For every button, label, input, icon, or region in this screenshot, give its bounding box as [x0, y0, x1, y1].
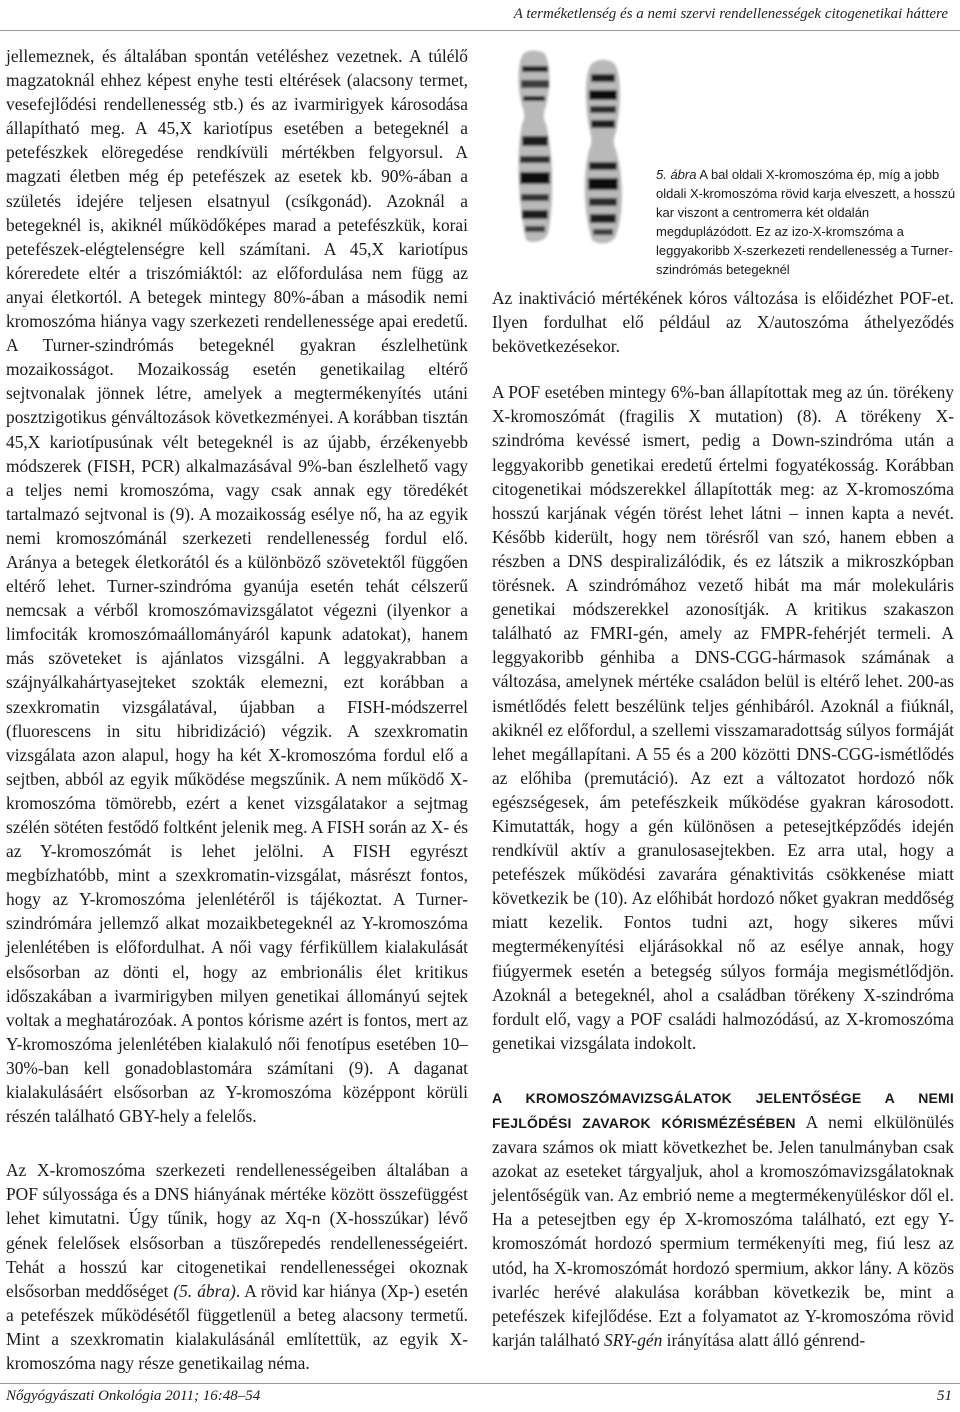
left-paragraph-2-text-a: Az X-kromoszóma szerkezeti rendellenességeiben általában a POF súlyossága és a DNS hiányának mértéke között összefüggést lehet kimutatni. Úgy tűnik, hogy az Xq-n (X-hosszúkar) lévő gének felelősek elsősorban a tüszőrepedés rendellenességeiért. Tehát a hosszú kar citogenetikai rendellenességei okoznak elsősorban meddőséget	[6, 1160, 468, 1301]
chromosome-figure	[496, 44, 646, 254]
figure-reference: (5. ábra)	[173, 1280, 236, 1301]
figure-caption-text: A bal oldali X-kromoszóma ép, míg a jobb oldali X-kromoszóma rövid karja elveszett, a hosszú kar viszont a centromerra két oldalán megduplázódott. Ez az izo-X-kromszóma a leggyakoribb X-szerkezeti rendellenesség a Turner-szindrómás betegeknél	[656, 167, 956, 277]
left-paragraph-1: jellemeznek, és általában spontán vetéléshez vezetnek. A túlélő magzatoknál ehhez képest enyhe testi eltérések (alacsony termet, vesefejlődési rendellenesség stb.) és az ivarmirigyek károsodása állapítható meg. A 45,X kariotípus esetében a betegeknél a petefészkek elöregedése rendkívüli mértékben felgyorsul. A magzati életben még ép petefészek az esetek kb. 90%-ában a születés idejére teljesen elsatnyul (csíkgonád). Azoknál a betegeknél is, akiknél működőképes marad a petefészkük, korai petefészek-elégtelenségre kell számítani. A 45,X kariotípus kóreredete eltér a triszómiáktól: az előfordulása nem függ az anyai életkortól. A betegek mintegy 80%-ában a második nemi kromoszóma hiánya vagy szerkezeti rendellenessége apai eredetű. A Turner-szindrómás betegeknél gyakran észlelhetünk mozaikosságot. Mozaikosság esetén genetikailag eltérő sejtvonalak jönnek létre, amelyek a megtermékenyítés utáni posztzigotikus génváltozások következményei. A korábban tisztán 45,X kariotípusúnak vélt betegeknél is az újabb, érzékenyebb módszerek (FISH, PCR) alkalmazásával 9%-ban észlelhető vagy a teljes nemi kromoszóma, vagy csak annak egy töredékét tartalmazó sejtvonal is (9). A mozaikosság esélye nő, ha az egyik nemi kromoszómánál szerkezeti rendellenesség fordul elő. Aránya a betegek életkorától és a különböző szövetektől függően eltérő lehet. Turner-szindróma gyanúja esetén tehát célszerű nemcsak a vérből kromoszómavizsgálatot végezni (ilyenkor a limfociták kromoszómaállományáról kapunk adatokat), hanem más szöveteket is ajánlatos vizsgálni. A leggyakrabban a szájnyálkahártyasejteket szokták elemezni, ezt korábban a szexkromatin vizsgálatával, újabban a FISH-módszerrel (fluorescens in situ hibridizáció) végzik. A szexkromatin vizsgálata azon alapul, hogy ha két X-kromoszóma fordul elő a sejtben, abból az egyik működése megszűnik. A nem működő X-kromoszóma tömörebb, ezért a kenet vizsgálatakor a sejtmag szélén sötéten festődő foltként jelenik meg. A FISH során az X- és az Y-kromoszómát is lehet jelölni. A FISH egyrészt megbízhatóbb, mint a szexkromatin-vizsgálat, másrészt fontos, hogy az Y-kromoszóma jelenlétéről is tájékoztat. A Turner-szindrómára jellemző alkat mozaikbetegeknél az Y-kromoszóma jelenlétében is előfordulhat. A női vagy férfiküllem kialakulását elsősorban az dönti el, hogy az embrionális élet kritikus időszakában a ivarmirigyben milyen genetikai állományú sejtek voltak a meghatározóak. A pontos kórisme azért is fontos, mert az Y-kromoszóma jelenlétében kialakuló női fenotípus esetében 10–30%-ban kell gonadoblastomára számítani (9). A daganat kialakulásáért elsősorban az Y-kromoszóma középpont körüli részén található GBY-hely a felelős.	[6, 46, 468, 1127]
right-paragraph-3-text-b: irányítása alatt álló génrend-	[662, 1329, 866, 1350]
right-column	[492, 286, 954, 1352]
page-number: 51	[937, 1388, 952, 1404]
section-heading: A KROMOSZÓMAVIZSGÁLATOK JELENTŐSÉGE A NEMI FEJLŐDÉSI ZAVAROK KÓRISMÉZÉSÉBEN	[492, 1089, 954, 1131]
iso-x-chromosome	[585, 60, 622, 244]
normal-x-chromosome	[519, 51, 553, 243]
left-paragraph-2	[6, 1158, 468, 1375]
right-paragraph-1: Az inaktiváció mértékének kóros változása is előidézhet POF-et. Ilyen fordulhat elő például az X/autoszóma áthelyeződés bekövetkezésekor.	[492, 288, 954, 357]
right-paragraph-2: A POF esetében mintegy 6%-ban állapítottak meg az ún. törékeny X-kromoszómát (fragilis X mutation) (8). A törékeny X-szindróma kevéssé ismert, pedig a Down-szindróma után a leggyakoribb genetikai eredetű értelmi fogyatékosság. Korábban citogenetikai módszerekkel állapították meg: az X-kromoszóma hosszú karjának végén törést lehet látni – innen kapta a nevét. Később kiderült, hogy nem törésről van szó, hanem ebben a részben a DNS despiralizálódik, és ez látszik a mikroszkópban törésnek. A szindrómához vezető hibát ma már molekuláris genetikai módszerekkel azonosítják. A kritikus szakaszon található az FMRI-gén, amely az FMPR-fehérjét termeli. A leggyakoribb génhiba a DNS-CGG-hármasok számának a változása, amelynek mértéke családon belül is eltérő lehet. 200-as ismétlődés felett beszélünk teljes génhibáról. Azoknál a fiúknál, akiknél ez előfordul, a szellemi visszamaradottság súlyos formáját lehet megállapítani. A 55 és a 200 közötti DNS-CGG-ismétlődés az előhiba (premutáció). Az ezt a változatot hordozó nők egészségesek, ám petefészkeik működése gyakran károsodott. Kimutatták, hogy a gén különösen a petesejtképződés idején rendkívül aktív a granulosasejtekben. Ez arra utal, hogy a petefészek működési zavarára génaktivitás csökkenése miatt következik be (10). Az előhibát hordozó nőket gyakran meddőség miatt kezelik. Fontos tudni azt, hogy sikeres művi megtermékenyítési eljárásokkal nő az esélye annak, hogy fiúgyermek esetén a betegség súlyos formája megismétlődjön. Azoknál a betegeknél, ahol a családban törékeny X-szindróma fordult elő, vagy a POF családi halmozódású, az X-kromoszóma genetikai vizsgálata indokolt.	[492, 382, 954, 1053]
running-header: A terméketlenség és a nemi szervi rendellenességek citogenetikai háttere	[513, 6, 948, 22]
chromosome-image	[496, 44, 646, 254]
left-paragraph-2-text-b: . A rövid kar hiánya (Xp-) esetén a petefészek működésétől függetlenül a beteg alacsony termetű. Mint a szexkromatin kialakulásánál említettük, az egyik X-kromoszóma nagy része genetikailag néma.	[6, 1280, 469, 1373]
figure-caption	[656, 165, 956, 279]
header-divider	[0, 30, 960, 31]
journal-citation: Nőgyógyászati Onkológia 2011; 16:48–54	[6, 1388, 261, 1404]
right-paragraph-3-text-a: A nemi elkülönülés zavara számos ok miatt következhet be. Jelen tanulmányban csak azokat az eseteket tárgyaljuk, ahol a kromoszómavizsgálatoknak jelentőségük van. Az embrió neme a megtermékenyüléskor dől el. Ha a petesejtben egy ép X-kromoszóma található, ezt egy Y-kromoszómát hordozó spermium termékenyíti meg, fiú lesz az utód, ha X-kromoszómát hordozó spermium, akkor lány. A közös ivarléc herévé alakulása korábban következik be, mint a petefészek kifejlődése. Ezt a folyamatot az Y-kromoszóma rövid karján található	[492, 1112, 955, 1350]
gene-name: SRY-gén	[604, 1329, 663, 1350]
left-column	[6, 44, 468, 1375]
footer-divider	[0, 1383, 960, 1384]
right-paragraph-3	[492, 1085, 954, 1352]
figure-label: 5. ábra	[656, 167, 697, 182]
